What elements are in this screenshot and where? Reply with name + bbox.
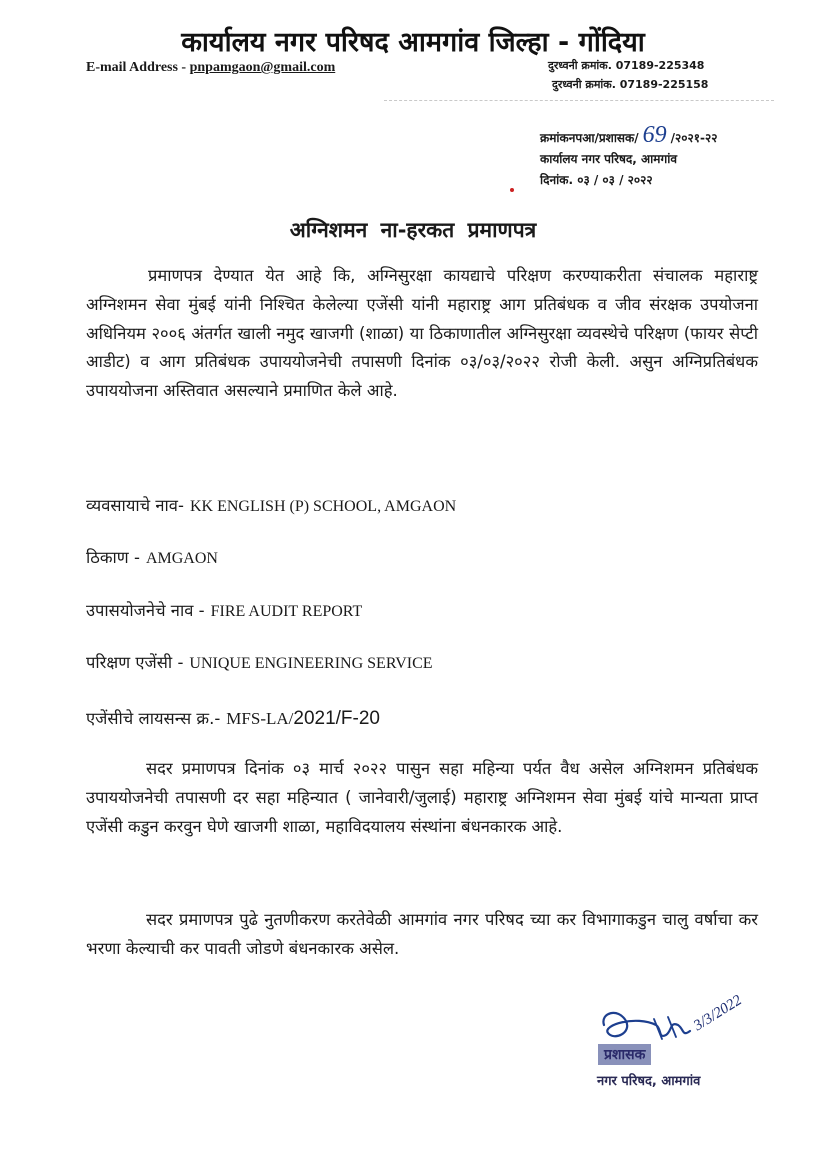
signature-date: 3/3/2022 — [690, 992, 745, 1035]
field-value-suffix: 2021/F-20 — [293, 708, 380, 729]
field-business-name — [86, 493, 456, 516]
red-mark — [510, 188, 514, 192]
certificate-paragraph-1: प्रमाणपत्र देण्यात येत आहे कि, अग्निसुरक्षा कायद्याचे परिक्षण करण्याकरीता संचालक महाराष्ट्र अग्निशमन सेवा मुंबई यांनी निश्चित केलेल्या एजेंसी यांनी महाराष्ट्र आग प्रतिबंधक व जीव संरक्षक उपयोजना अधिनियम २००६ अंतर्गत खाली नमुद खाजगी (शाळा) या ठिकाणातील अग्निसुरक्षा व्यवस्थेचे परिक्षण (फायर सेप्टी आडीट) व आग प्रतिबंधक उपाययोजनेची तपासणी दिनांक ०३/०३/२०२२ रोजी केली. असुन अग्निप्रतिबंधक उपाययोजना अस्तिवात असल्याने प्रमाणित केले आहे. — [86, 266, 758, 401]
email-line — [86, 60, 335, 76]
certificate-paragraph-3: सदर प्रमाणपत्र पुढे नुतणीकरण करतेवेळी आमगांव नगर परिषद च्या कर विभागाकडुन चालु वर्षाचा कर भरणा केल्याची कर पावती जोडणे बंधनकारक असेल. — [86, 910, 758, 958]
office-title: कार्यालय नगर परिषद आमगांव जिल्हा - गोंदिया — [181, 27, 645, 58]
field-agency-license — [86, 706, 380, 730]
field-measures-name — [86, 598, 362, 621]
certificate-title: अग्निशमन ना-हरकत प्रमाणपत्र — [289, 218, 537, 242]
field-label: परिक्षण एजेंसी - — [86, 653, 184, 672]
stamp-office: नगर परिषद, आमगांव — [597, 1074, 701, 1089]
reference-number — [540, 122, 718, 149]
field-value: AMGAON — [145, 550, 218, 567]
reference-office: कार्यालय नगर परिषद, आमगांव — [540, 152, 678, 166]
email-link[interactable]: pnpamgaon@gmail.com — [189, 60, 336, 75]
reference-suffix: /२०२१-२२ — [670, 131, 718, 145]
field-value: KK ENGLISH (P) SCHOOL, AMGAON — [189, 498, 457, 515]
header-divider — [384, 100, 774, 101]
reference-date: दिनांक. ०३ / ०३ / २०२२ — [540, 173, 653, 187]
field-label: एजेंसीचे लायसन्स क्र.- — [86, 709, 221, 728]
email-label: E-mail Address - — [86, 60, 190, 75]
field-location — [86, 545, 218, 568]
phone-number-1: दुरध्वनी क्रमांक. 07189-225348 — [548, 59, 705, 72]
handwritten-reference-number: 69 — [642, 122, 667, 148]
field-value: MFS-LA/ — [226, 709, 294, 728]
field-inspection-agency — [86, 650, 433, 673]
reference-block — [540, 122, 718, 191]
field-label: उपासयोजनेचे नाव - — [86, 601, 205, 620]
field-value: UNIQUE ENGINEERING SERVICE — [189, 655, 433, 672]
stamp-designation: प्रशासक — [598, 1044, 651, 1065]
field-label: व्यवसायाचे नाव- — [86, 496, 184, 515]
field-label: ठिकाण - — [86, 548, 140, 567]
certificate-paragraph-2: सदर प्रमाणपत्र दिनांक ०३ मार्च २०२२ पासुन सहा महिन्या पर्यत वैध असेल अग्निशमन प्रतिबंधक उपाययोजनेची तपासणी दर सहा महिन्यात ( जानेवारी/जुलाई) महाराष्ट्र अग्निशमन सेवा मुंबई यांचे मान्यता प्राप्त एजेंसी कडुन करवुन घेणे खाजगी शाळा, महाविदयालय संस्थांना बंधनकारक आहे. — [86, 759, 758, 836]
reference-prefix: क्रमांकनपआ/प्रशासक/ — [540, 131, 639, 145]
phone-number-2: दुरध्वनी क्रमांक. 07189-225158 — [552, 78, 709, 91]
field-value: FIRE AUDIT REPORT — [210, 603, 363, 620]
